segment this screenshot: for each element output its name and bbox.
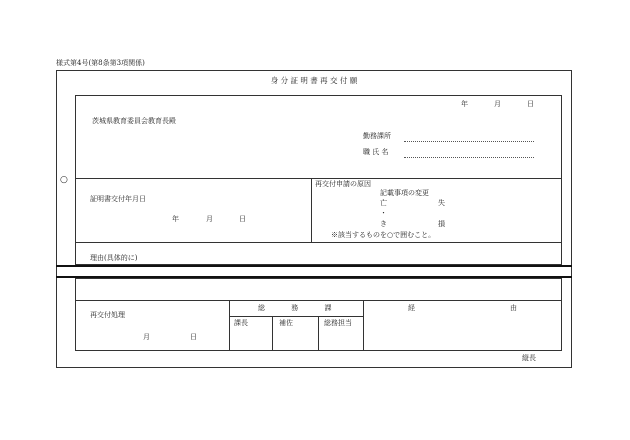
reason-option-lost-b[interactable]: 失	[438, 199, 445, 207]
addressee: 茨城県教育委員会教育長殿	[92, 117, 176, 125]
form-title: 身 分 証 明 書 再 交 付 願	[270, 76, 358, 85]
form-number-label: 様式第4号(第8条第3項関係)	[56, 59, 145, 67]
divider	[272, 316, 273, 351]
name-field[interactable]	[404, 157, 534, 158]
keiyu-b: 由	[510, 304, 517, 312]
processing-day: 日	[190, 333, 197, 341]
reason-option-change[interactable]: 記載事項の変更	[380, 189, 429, 197]
divider	[75, 242, 562, 243]
date-month: 月	[494, 100, 501, 108]
issue-date-month: 月	[206, 215, 213, 223]
reason-detail-label: 理由(具体的に)	[90, 254, 138, 262]
footer-label: 縦長	[522, 354, 536, 362]
workplace-label: 勤務課所	[363, 132, 391, 140]
divider	[311, 178, 312, 242]
reason-heading: 再交付申請の原因	[315, 180, 371, 188]
divider	[75, 178, 562, 179]
divider	[229, 316, 363, 317]
issue-date-day: 日	[239, 215, 246, 223]
workplace-field[interactable]	[404, 141, 534, 142]
issue-date-year: 年	[172, 215, 179, 223]
divider	[75, 300, 562, 301]
col-kacho: 課長	[234, 319, 248, 327]
name-label: 職 氏 名	[363, 148, 389, 156]
reason-option-lost-a[interactable]: 亡	[380, 199, 387, 207]
punch-hole-icon: ○	[60, 175, 68, 185]
divider	[363, 300, 364, 351]
reason-note: ※該当するものを○で囲むこと。	[331, 231, 436, 239]
reason-option-damaged-a[interactable]: き	[380, 220, 387, 228]
divider	[318, 316, 319, 351]
soumu-header: 総 務 課	[258, 304, 344, 312]
cut-line	[56, 265, 572, 267]
reason-option-damaged-b[interactable]: 損	[438, 220, 445, 228]
reason-separator: ・	[380, 209, 387, 217]
col-hosa: 補佐	[279, 319, 293, 327]
processing-month: 月	[143, 333, 150, 341]
issue-date-label: 証明書交付年月日	[90, 195, 146, 203]
col-somutanto: 総務担当	[324, 319, 352, 327]
divider	[229, 300, 230, 351]
date-day: 日	[527, 100, 534, 108]
date-year: 年	[461, 100, 468, 108]
processing-label: 再交付処理	[90, 311, 125, 319]
keiyu-a: 経	[408, 304, 415, 312]
